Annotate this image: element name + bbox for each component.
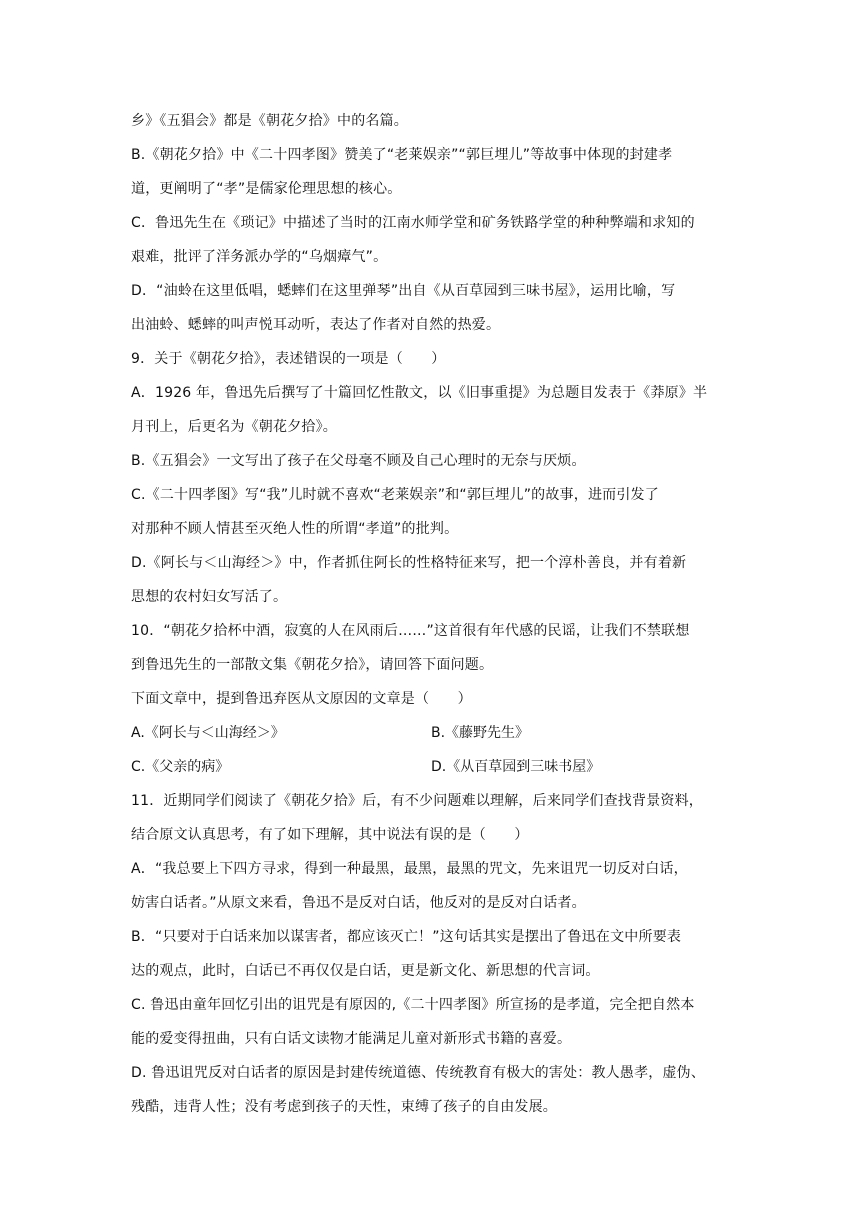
text-line: 11．近期同学们阅读了《朝花夕拾》后，有不少问题难以理解，后来同学们查找背景资料， [131, 793, 704, 809]
text-line: 出油蛉、蟋蟀的叫声悦耳动听，表达了作者对自然的热爱。 [131, 317, 501, 333]
text-line: 对那种不顾人情甚至灭绝人性的所谓“孝道”的批判。 [131, 521, 459, 537]
text-block-bottom [131, 784, 731, 1124]
text-line: 能的爱变得扭曲，只有白话文读物才能满足儿童对新形式书籍的喜爱。 [131, 1031, 572, 1047]
q10-options-row-2 [131, 750, 731, 784]
text-line: D. 鲁迅诅咒反对白话者的原因是封建传统道德、传统教育有极大的害处：教人愚孝，虚伪、 [131, 1065, 706, 1081]
text-line: 到鲁迅先生的一部散文集《朝花夕拾》，请回答下面问题。 [131, 657, 494, 673]
text-line: 结合原文认真思考，有了如下理解，其中说法有误的是（ ） [131, 827, 529, 843]
text-line: B.《五猖会》一文写出了孩子在父母毫不顾及自己心理时的无奈与厌烦。 [131, 453, 586, 469]
text-line: D．“油蛉在这里低唱，蟋蟀们在这里弹琴”出自《从百草园到三味书屋》，运用比喻，写 [131, 283, 676, 299]
document-body [131, 104, 731, 1124]
text-line: 月刊上，后更名为《朝花夕拾》。 [131, 419, 337, 435]
q10-option-b: B.《藤野先生》 [431, 725, 530, 741]
text-line: C. 鲁迅由童年回忆引出的诅咒是有原因的,《二十四孝图》所宣扬的是孝道，完全把自然本 [131, 997, 695, 1013]
text-line: D.《阿长与＜山海经＞》中，作者抓住阿长的性格特征来写，把一个淳朴善良，并有着新 [131, 555, 687, 571]
text-line: 9．关于《朝花夕拾》，表述错误的一项是（ ） [131, 351, 446, 367]
text-line: 残酷，违背人性；没有考虑到孩子的天性，束缚了孩子的自由发展。 [131, 1099, 557, 1115]
q10-option-c: C.《父亲的病》 [131, 759, 230, 775]
text-line: C．鲁迅先生在《琐记》中描述了当时的江南水师学堂和矿务铁路学堂的种种弊端和求知的 [131, 215, 695, 231]
text-line: A．1926 年，鲁迅先后撰写了十篇回忆性散文，以《旧事重提》为总题目发表于《莽原》半 [131, 385, 708, 401]
text-line: 乡》《五猖会》都是《朝花夕拾》中的名篇。 [131, 113, 408, 129]
q10-option-d: D.《从百草园到三味书屋》 [431, 759, 601, 775]
text-line: 艰难，批评了洋务派办学的“乌烟瘴气”。 [131, 249, 388, 265]
text-block-top [131, 104, 731, 716]
text-line: C.《二十四孝图》写“我”儿时就不喜欢“老莱娱亲”和“郭巨埋儿”的故事，进而引发了 [131, 487, 659, 503]
text-line: B.《朝花夕拾》中《二十四孝图》赞美了“老莱娱亲”“郭巨埋儿”等故事中体现的封建孝 [131, 147, 673, 163]
text-line: A．“我总要上下四方寻求，得到一种最黑，最黑，最黑的咒文，先来诅咒一切反对白话， [131, 861, 688, 877]
text-line: 道，更阐明了“孝”是儒家伦理思想的核心。 [131, 181, 402, 197]
q10-options-row-1 [131, 716, 731, 750]
text-line: 妨害白话者。”从原文来看，鲁迅不是反对白话，他反对的是反对白话者。 [131, 895, 586, 911]
text-line: B．“只要对于白话来加以谋害者，都应该灭亡！”这句话其实是摆出了鲁迅在文中所要表 [131, 929, 682, 945]
text-line: 10．“朝花夕拾杯中酒，寂寞的人在风雨后……”这首很有年代感的民谣，让我们不禁联想 [131, 623, 690, 639]
text-line: 下面文章中，提到鲁迅弃医从文原因的文章是（ ） [131, 691, 472, 707]
text-line: 达的观点，此时，白话已不再仅仅是白话，更是新文化、新思想的代言词。 [131, 963, 600, 979]
text-line: 思想的农村妇女写活了。 [131, 589, 288, 605]
q10-option-a: A.《阿长与＜山海经＞》 [131, 725, 285, 741]
